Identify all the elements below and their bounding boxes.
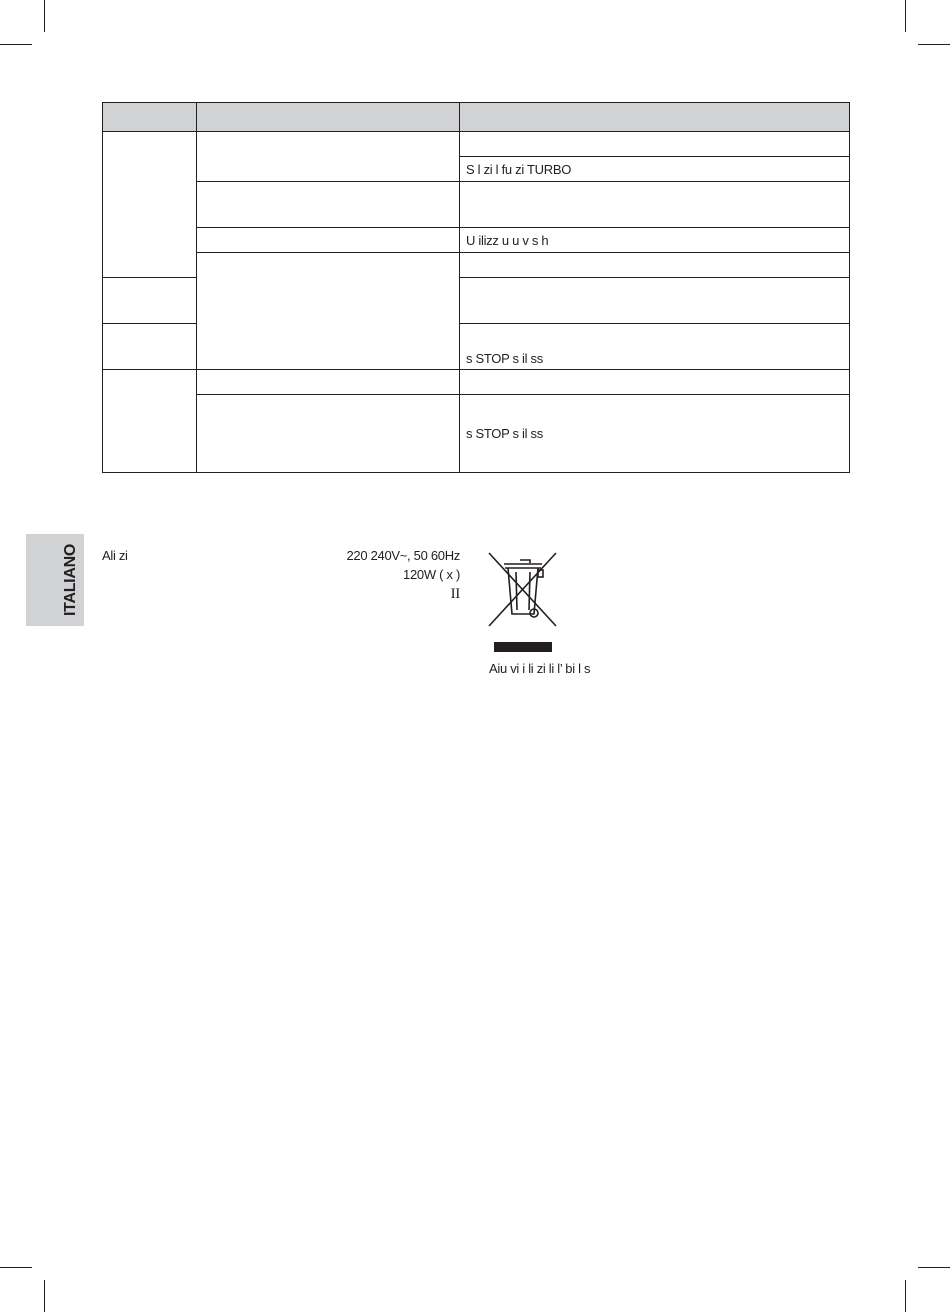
crop-mark	[44, 1280, 45, 1312]
cause-cell	[103, 324, 197, 370]
problem-cell	[103, 370, 197, 473]
cause-cell	[197, 370, 460, 395]
header-solution	[460, 103, 850, 132]
solution-cell: S l zi l fu zi TURBO	[460, 157, 850, 182]
spec-supply-row	[102, 548, 460, 567]
cause-cell	[103, 278, 197, 324]
language-tab-label: ITALIANO	[62, 544, 79, 616]
cause-cell	[460, 253, 850, 278]
crop-mark	[0, 44, 32, 45]
disposal-text: Aiu vi i li zi li l’ bi l s	[489, 661, 591, 676]
spec-class-row	[102, 586, 460, 605]
problem-cell	[197, 253, 460, 370]
spec-supply-value: 220 240V~, 50 60Hz	[346, 548, 460, 563]
technical-specifications	[102, 548, 460, 605]
language-tab	[26, 534, 84, 626]
table-row	[103, 182, 850, 228]
header-cause	[197, 103, 460, 132]
table-header-row	[103, 103, 850, 132]
table-row	[103, 370, 850, 395]
crop-mark	[918, 44, 950, 45]
table-row	[103, 395, 850, 473]
table-row	[103, 253, 850, 278]
crop-mark	[0, 1267, 32, 1268]
spec-power-row	[102, 567, 460, 586]
crop-mark	[44, 0, 45, 32]
spec-supply-label: Ali zi	[102, 548, 128, 563]
solution-cell: U ilizz u u v s h	[460, 228, 850, 253]
solution-cell	[460, 370, 850, 395]
solution-cell: s STOP s il ss	[460, 395, 850, 473]
problem-cell	[103, 132, 197, 278]
table-row	[103, 228, 850, 253]
solution-cell	[460, 278, 850, 324]
crop-mark	[905, 1280, 906, 1312]
solution-cell	[460, 132, 850, 157]
cause-cell	[197, 395, 460, 473]
crop-mark	[918, 1267, 950, 1268]
crop-mark	[905, 0, 906, 32]
table-row	[103, 132, 850, 157]
cause-cell	[197, 132, 460, 182]
cause-cell	[197, 182, 460, 228]
spec-protection-class: II	[450, 586, 460, 602]
header-problem	[103, 103, 197, 132]
cause-cell	[197, 228, 460, 253]
troubleshooting-table	[102, 102, 850, 473]
solution-cell	[460, 182, 850, 228]
solution-cell: s STOP s il ss	[460, 324, 850, 370]
crossed-out-wheelie-bin-icon	[486, 550, 558, 656]
spec-power-value: 120W ( x )	[403, 567, 460, 582]
